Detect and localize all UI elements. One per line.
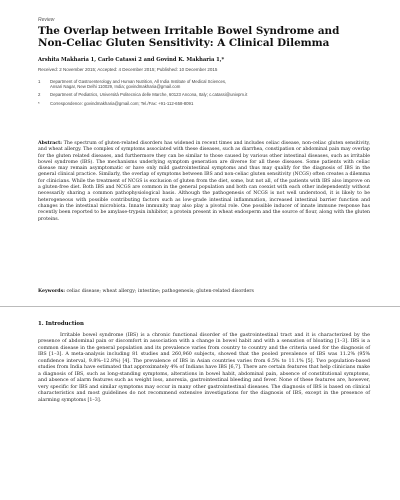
affiliation-number: 2 [38,92,41,97]
affiliation-text: Ansari Nagar, New Delhi 110029, India; govindmakharia@gmail.com [50,84,181,90]
affiliation-1 [38,79,368,90]
section-heading: 1. Introduction [38,321,84,327]
affiliation-text: Department of Gastroenterology and Human Nutrition, All India Institute of Medical Sciences, [50,79,227,84]
affiliation-text: Department of Pediatrics, Università Politecnica delle Marche, 60123 Ancona, Italy; c.catassi@univpm.it [50,92,248,97]
keywords [38,289,370,294]
publication-dates: Received: 2 November 2015; Accepted: 4 December 2015; Published: 10 December 2015 [38,67,218,72]
article-type-label: Review [38,17,55,23]
correspondence [38,101,368,106]
author-list: Arshita Makharia 1, Carlo Catassi 2 and Govind K. Makharia 1,* [38,57,225,63]
affiliation-number: 1 [38,79,41,84]
article-title: The Overlap between Irritable Bowel Syndrome and Non-Celiac Gluten Sensitivity: A Clinical Dilemma [38,25,340,49]
abstract-label: Abstract: [38,141,62,146]
abstract [38,141,370,223]
divider [0,306,400,307]
keywords-label: Keywords: [38,289,65,294]
affiliation-number: * [38,101,40,106]
introduction-paragraph: Irritable bowel syndrome (IBS) is a chronic functional disorder of the gastrointestinal tract and it is characterized by the presence of abdominal pain or discomfort in association with a change in bowel habit and with a sensation of bloating [1–3]. IBS is a common disease in the general population and its prevalence varies from country to country and the criteria used for the diagnosis of IBS [1–3]. A meta-analysis including 81 studies and 260,960 subjects, showed that the pooled prevalence of IBS was 11.2% (95% confidence interval, 9.8%–12.8%) [4]. The prevalence of IBS in Asian countries varies from 6.5% to 11.1% [5]. Two population-based studies from India have estimated that approximately 4% of Indians have IBS [6,7]. There are certain features that help clinicians make a diagnosis of IBS, such as long-standing symptoms, alterations in bowel habit, abdominal pain, absence of constitutional symptoms, and absence of alarm features such as weight loss, anorexia, gastrointestinal bleeding and fever. None of these features are, however, very specific for IBS and similar symptoms may occur in many other gastrointestinal diseases. The diagnosis of IBS is based on clinical characteristics and most guidelines do not recommend extensive investigations for the diagnosis of IBS, except in the presence of alarming symptoms [1–3]. [38,333,370,403]
abstract-text: The spectrum of gluten-related disorders has widened in recent times and includes celiac disease, non-celiac gluten sensitivity, and wheat allergy. The complex of symptoms associated with these diseases, such as diarrhea, constipation or abdominal pain may overlap for the gluten related diseases, and furthermore they can be similar to those caused by various other intestinal diseases, such as irritable bowel syndrome (IBS). The mechanisms underlying symptom generation are diverse for all these diseases. Some patients with celiac disease may remain asymptomatic or have only mild gastrointestinal symptoms and thus may qualify for the diagnosis of IBS in the general clinical practice. Similarly, the overlap of symptoms between IBS and non-celiac gluten sensitivity (NCGS) often creates a dilemma for clinicians. While the treatment of NCGS is exclusion of gluten from the diet, some, but not all, of the patients with IBS also improve on a gluten-free diet. Both IBS and NCGS are common in the general population and both can coexist with each other independently without necessarily sharing a common pathophysiological basis. Although the pathogenesis of NCGS is not well understood, it is likely to be heterogeneous with possible contributing factors such as low-grade intestinal inflammation, increased intestinal barrier function and changes in the intestinal microbiota. Innate immunity may also play a pivotal role. One possible inducer of innate immune response has recently been reported to be amylase-trypsin inhibitor, a protein present in wheat endosperm and the source of flour, along with the gluten proteins. [38,141,370,222]
keywords-text: celiac disease; wheat allergy; intestine; pathogenesis; gluten-related disorders [66,289,254,294]
affiliation-2 [38,92,368,97]
correspondence-text: Correspondence: govindmakharia@gmail.com; Tel./Fax: +91-112-658-8091 [50,101,194,106]
